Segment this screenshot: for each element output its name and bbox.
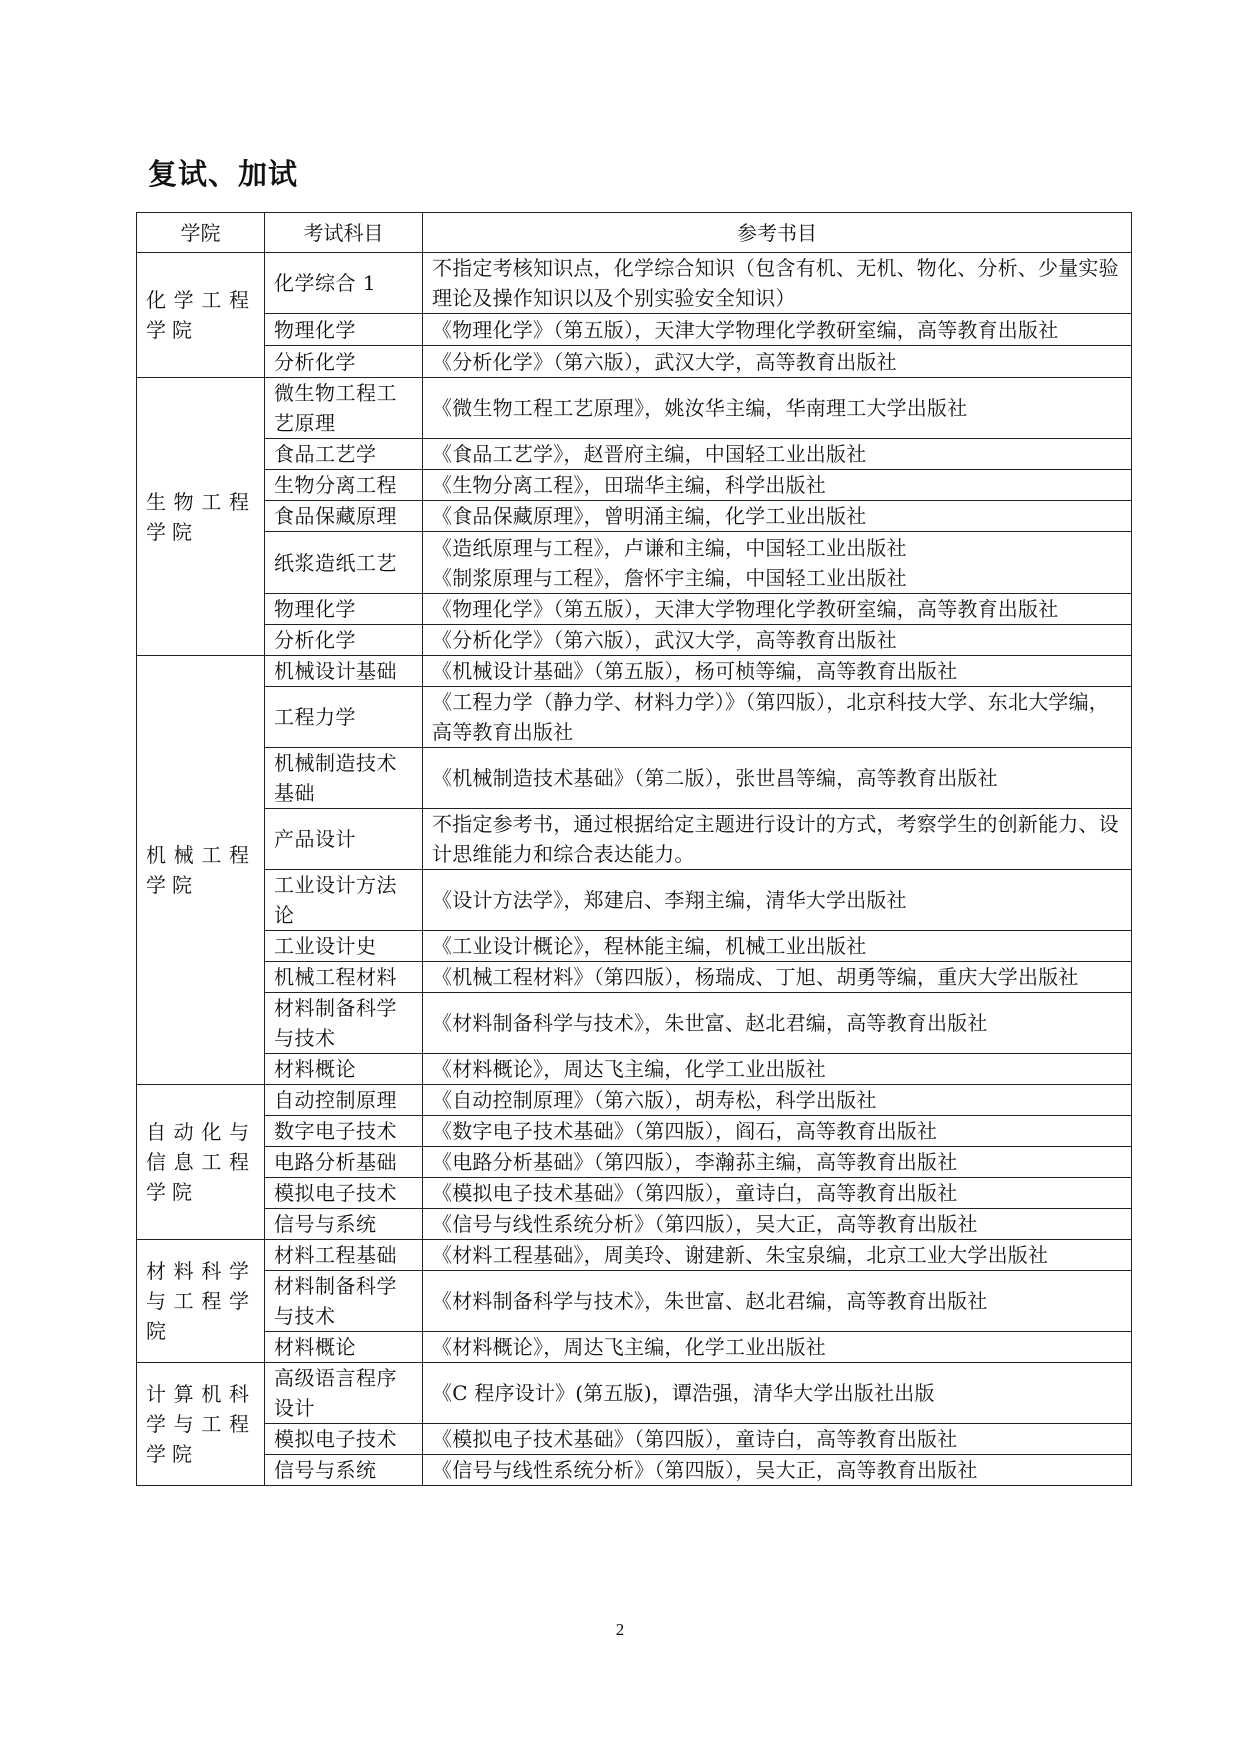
reference-cell: [423, 1147, 1132, 1178]
table-row: [137, 1363, 1132, 1424]
reference-line: 《电路分析基础》（第四版），李瀚荪主编，高等教育出版社: [432, 1150, 958, 1174]
college-cell: 材料科学与工程学院: [137, 1240, 265, 1363]
subject-cell: 分析化学: [265, 625, 423, 656]
reference-cell: [423, 532, 1132, 594]
reference-cell: [423, 253, 1132, 314]
section-heading: 复试、加试: [148, 157, 299, 191]
college-cell: 化学工程学院: [137, 253, 265, 378]
reference-cell: [423, 870, 1132, 931]
table-row: [137, 962, 1132, 993]
table-row: [137, 1271, 1132, 1332]
reference-cell: [423, 1271, 1132, 1332]
reference-cell: [423, 1363, 1132, 1424]
table-row: [137, 346, 1132, 378]
table-row: [137, 1147, 1132, 1178]
reference-line: 不指定考核知识点，化学综合知识（包含有机、无机、物化、分析、少量实验理论及操作知识以及个别实验安全知识）: [432, 256, 1119, 310]
reference-cell: [423, 1054, 1132, 1085]
subject-cell: 机械制造技术基础: [265, 748, 423, 809]
reference-cell: [423, 1424, 1132, 1455]
subject-cell: 物理化学: [265, 594, 423, 625]
reference-line: 《微生物工程工艺原理》，姚汝华主编，华南理工大学出版社: [432, 396, 968, 420]
table-row: [137, 1178, 1132, 1209]
reference-line: 《食品工艺学》，赵晋府主编，中国轻工业出版社: [432, 442, 867, 466]
reference-cell: [423, 625, 1132, 656]
exam-reference-table: [136, 212, 1132, 1486]
reference-cell: [423, 748, 1132, 809]
subject-cell: 物理化学: [265, 314, 423, 346]
reference-line: 不指定参考书，通过根据给定主题进行设计的方式，考察学生的创新能力、设计思维能力和综合表达能力。: [432, 812, 1119, 866]
header-subject: 考试科目: [265, 213, 423, 253]
subject-cell: 工业设计史: [265, 931, 423, 962]
table-row: [137, 1054, 1132, 1085]
reference-line: 《材料概论》，周达飞主编，化学工业出版社: [432, 1057, 826, 1081]
table-body: [137, 253, 1132, 1486]
reference-line: 《物理化学》（第五版），天津大学物理化学教研室编，高等教育出版社: [432, 317, 1059, 342]
subject-cell: 信号与系统: [265, 1209, 423, 1240]
header-college: 学院: [137, 213, 265, 253]
reference-line: 《工业设计概论》，程林能主编，机械工业出版社: [432, 934, 867, 958]
college-cell: 计算机科学与工程学院: [137, 1363, 265, 1486]
college-cell: 机械工程学院: [137, 656, 265, 1085]
reference-cell: [423, 346, 1132, 378]
reference-cell: [423, 1240, 1132, 1271]
subject-cell: 生物分离工程: [265, 470, 423, 501]
subject-cell: 机械设计基础: [265, 656, 423, 687]
table-row: [137, 378, 1132, 439]
reference-cell: [423, 470, 1132, 501]
subject-cell: 电路分析基础: [265, 1147, 423, 1178]
reference-cell: [423, 931, 1132, 962]
reference-cell: [423, 1085, 1132, 1116]
table-row: [137, 470, 1132, 501]
table-row: [137, 532, 1132, 594]
subject-cell: 材料制备科学与技术: [265, 993, 423, 1054]
reference-line: 《造纸原理与工程》，卢谦和主编，中国轻工业出版社: [432, 535, 907, 560]
reference-cell: [423, 439, 1132, 470]
reference-cell: [423, 501, 1132, 532]
reference-line: 《模拟电子技术基础》（第四版），童诗白，高等教育出版社: [432, 1427, 958, 1451]
page-number: 2: [615, 1620, 625, 1639]
reference-line: 《模拟电子技术基础》（第四版），童诗白，高等教育出版社: [432, 1181, 958, 1205]
subject-cell: 自动控制原理: [265, 1085, 423, 1116]
reference-cell: [423, 1455, 1132, 1486]
subject-cell: 材料概论: [265, 1332, 423, 1363]
reference-line: 《制浆原理与工程》，詹怀宇主编，中国轻工业出版社: [432, 565, 907, 590]
subject-cell: 模拟电子技术: [265, 1178, 423, 1209]
subject-cell: 材料概论: [265, 1054, 423, 1085]
subject-cell: 信号与系统: [265, 1455, 423, 1486]
subject-cell: 机械工程材料: [265, 962, 423, 993]
table-row: [137, 656, 1132, 687]
subject-cell: 化学综合 1: [265, 253, 423, 314]
table-row: [137, 501, 1132, 532]
table-row: [137, 809, 1132, 870]
subject-cell: 分析化学: [265, 346, 423, 378]
subject-cell: 数字电子技术: [265, 1116, 423, 1147]
table-row: [137, 253, 1132, 314]
reference-line: 《设计方法学》，郑建启、李翔主编，清华大学出版社: [432, 888, 907, 912]
subject-cell: 模拟电子技术: [265, 1424, 423, 1455]
subject-cell: 材料制备科学与技术: [265, 1271, 423, 1332]
reference-line: 《材料工程基础》，周美玲、谢建新、朱宝泉编，北京工业大学出版社: [432, 1243, 1049, 1267]
reference-cell: [423, 687, 1132, 748]
reference-cell: [423, 1178, 1132, 1209]
subject-cell: 纸浆造纸工艺: [265, 532, 423, 594]
table-row: [137, 931, 1132, 962]
subject-cell: 食品工艺学: [265, 439, 423, 470]
subject-cell: 高级语言程序设计: [265, 1363, 423, 1424]
reference-cell: [423, 1116, 1132, 1147]
table-row: [137, 687, 1132, 748]
subject-cell: 食品保藏原理: [265, 501, 423, 532]
table-row: [137, 993, 1132, 1054]
subject-cell: 微生物工程工艺原理: [265, 378, 423, 439]
reference-line: 《C 程序设计》(第五版)，谭浩强，清华大学出版社出版: [432, 1381, 935, 1405]
table-row: [137, 870, 1132, 931]
table-row: [137, 1455, 1132, 1486]
table-row: [137, 625, 1132, 656]
reference-cell: [423, 1332, 1132, 1363]
reference-line: 《自动控制原理》（第六版），胡寿松，科学出版社: [432, 1088, 877, 1112]
reference-line: 《材料制备科学与技术》，朱世富、赵北君编，高等教育出版社: [432, 1289, 988, 1313]
table-row: [137, 1424, 1132, 1455]
college-cell: 自动化与信息工程学院: [137, 1085, 265, 1240]
reference-line: 《机械制造技术基础》（第二版），张世昌等编，高等教育出版社: [432, 766, 998, 790]
header-reference: 参考书目: [423, 213, 1132, 253]
reference-line: 《工程力学（静力学、材料力学）》（第四版），北京科技大学、东北大学编，高等教育出版社: [432, 690, 1109, 744]
college-cell: 生物工程学院: [137, 378, 265, 656]
reference-cell: [423, 314, 1132, 346]
reference-line: 《食品保藏原理》，曾明涌主编，化学工业出版社: [432, 504, 867, 528]
reference-line: 《机械工程材料》（第四版），杨瑞成、丁旭、胡勇等编，重庆大学出版社: [432, 965, 1079, 989]
reference-line: 《分析化学》（第六版），武汉大学，高等教育出版社: [432, 349, 897, 374]
table-row: [137, 1240, 1132, 1271]
reference-line: 《数字电子技术基础》（第四版），阎石，高等教育出版社: [432, 1119, 938, 1143]
reference-line: 《生物分离工程》，田瑞华主编，科学出版社: [432, 473, 826, 497]
subject-cell: 材料工程基础: [265, 1240, 423, 1271]
reference-cell: [423, 656, 1132, 687]
table-row: [137, 748, 1132, 809]
reference-cell: [423, 993, 1132, 1054]
reference-line: 《信号与线性系统分析》（第四版），吴大正，高等教育出版社: [432, 1212, 978, 1236]
reference-line: 《材料概论》，周达飞主编，化学工业出版社: [432, 1335, 826, 1359]
table-row: [137, 594, 1132, 625]
reference-line: 《材料制备科学与技术》，朱世富、赵北君编，高等教育出版社: [432, 1011, 988, 1035]
reference-cell: [423, 378, 1132, 439]
subject-cell: 工业设计方法论: [265, 870, 423, 931]
table-row: [137, 1116, 1132, 1147]
table-row: [137, 1085, 1132, 1116]
subject-cell: 产品设计: [265, 809, 423, 870]
header-row: [137, 213, 1132, 253]
reference-cell: [423, 1209, 1132, 1240]
table-row: [137, 314, 1132, 346]
reference-cell: [423, 809, 1132, 870]
reference-line: 《物理化学》（第五版），天津大学物理化学教研室编，高等教育出版社: [432, 597, 1059, 621]
reference-line: 《信号与线性系统分析》（第四版），吴大正，高等教育出版社: [432, 1458, 978, 1482]
reference-cell: [423, 594, 1132, 625]
table-row: [137, 1332, 1132, 1363]
reference-cell: [423, 962, 1132, 993]
reference-line: 《机械设计基础》（第五版），杨可桢等编，高等教育出版社: [432, 659, 958, 683]
table-row: [137, 1209, 1132, 1240]
reference-line: 《分析化学》（第六版），武汉大学，高等教育出版社: [432, 628, 897, 652]
subject-cell: 工程力学: [265, 687, 423, 748]
table-row: [137, 439, 1132, 470]
